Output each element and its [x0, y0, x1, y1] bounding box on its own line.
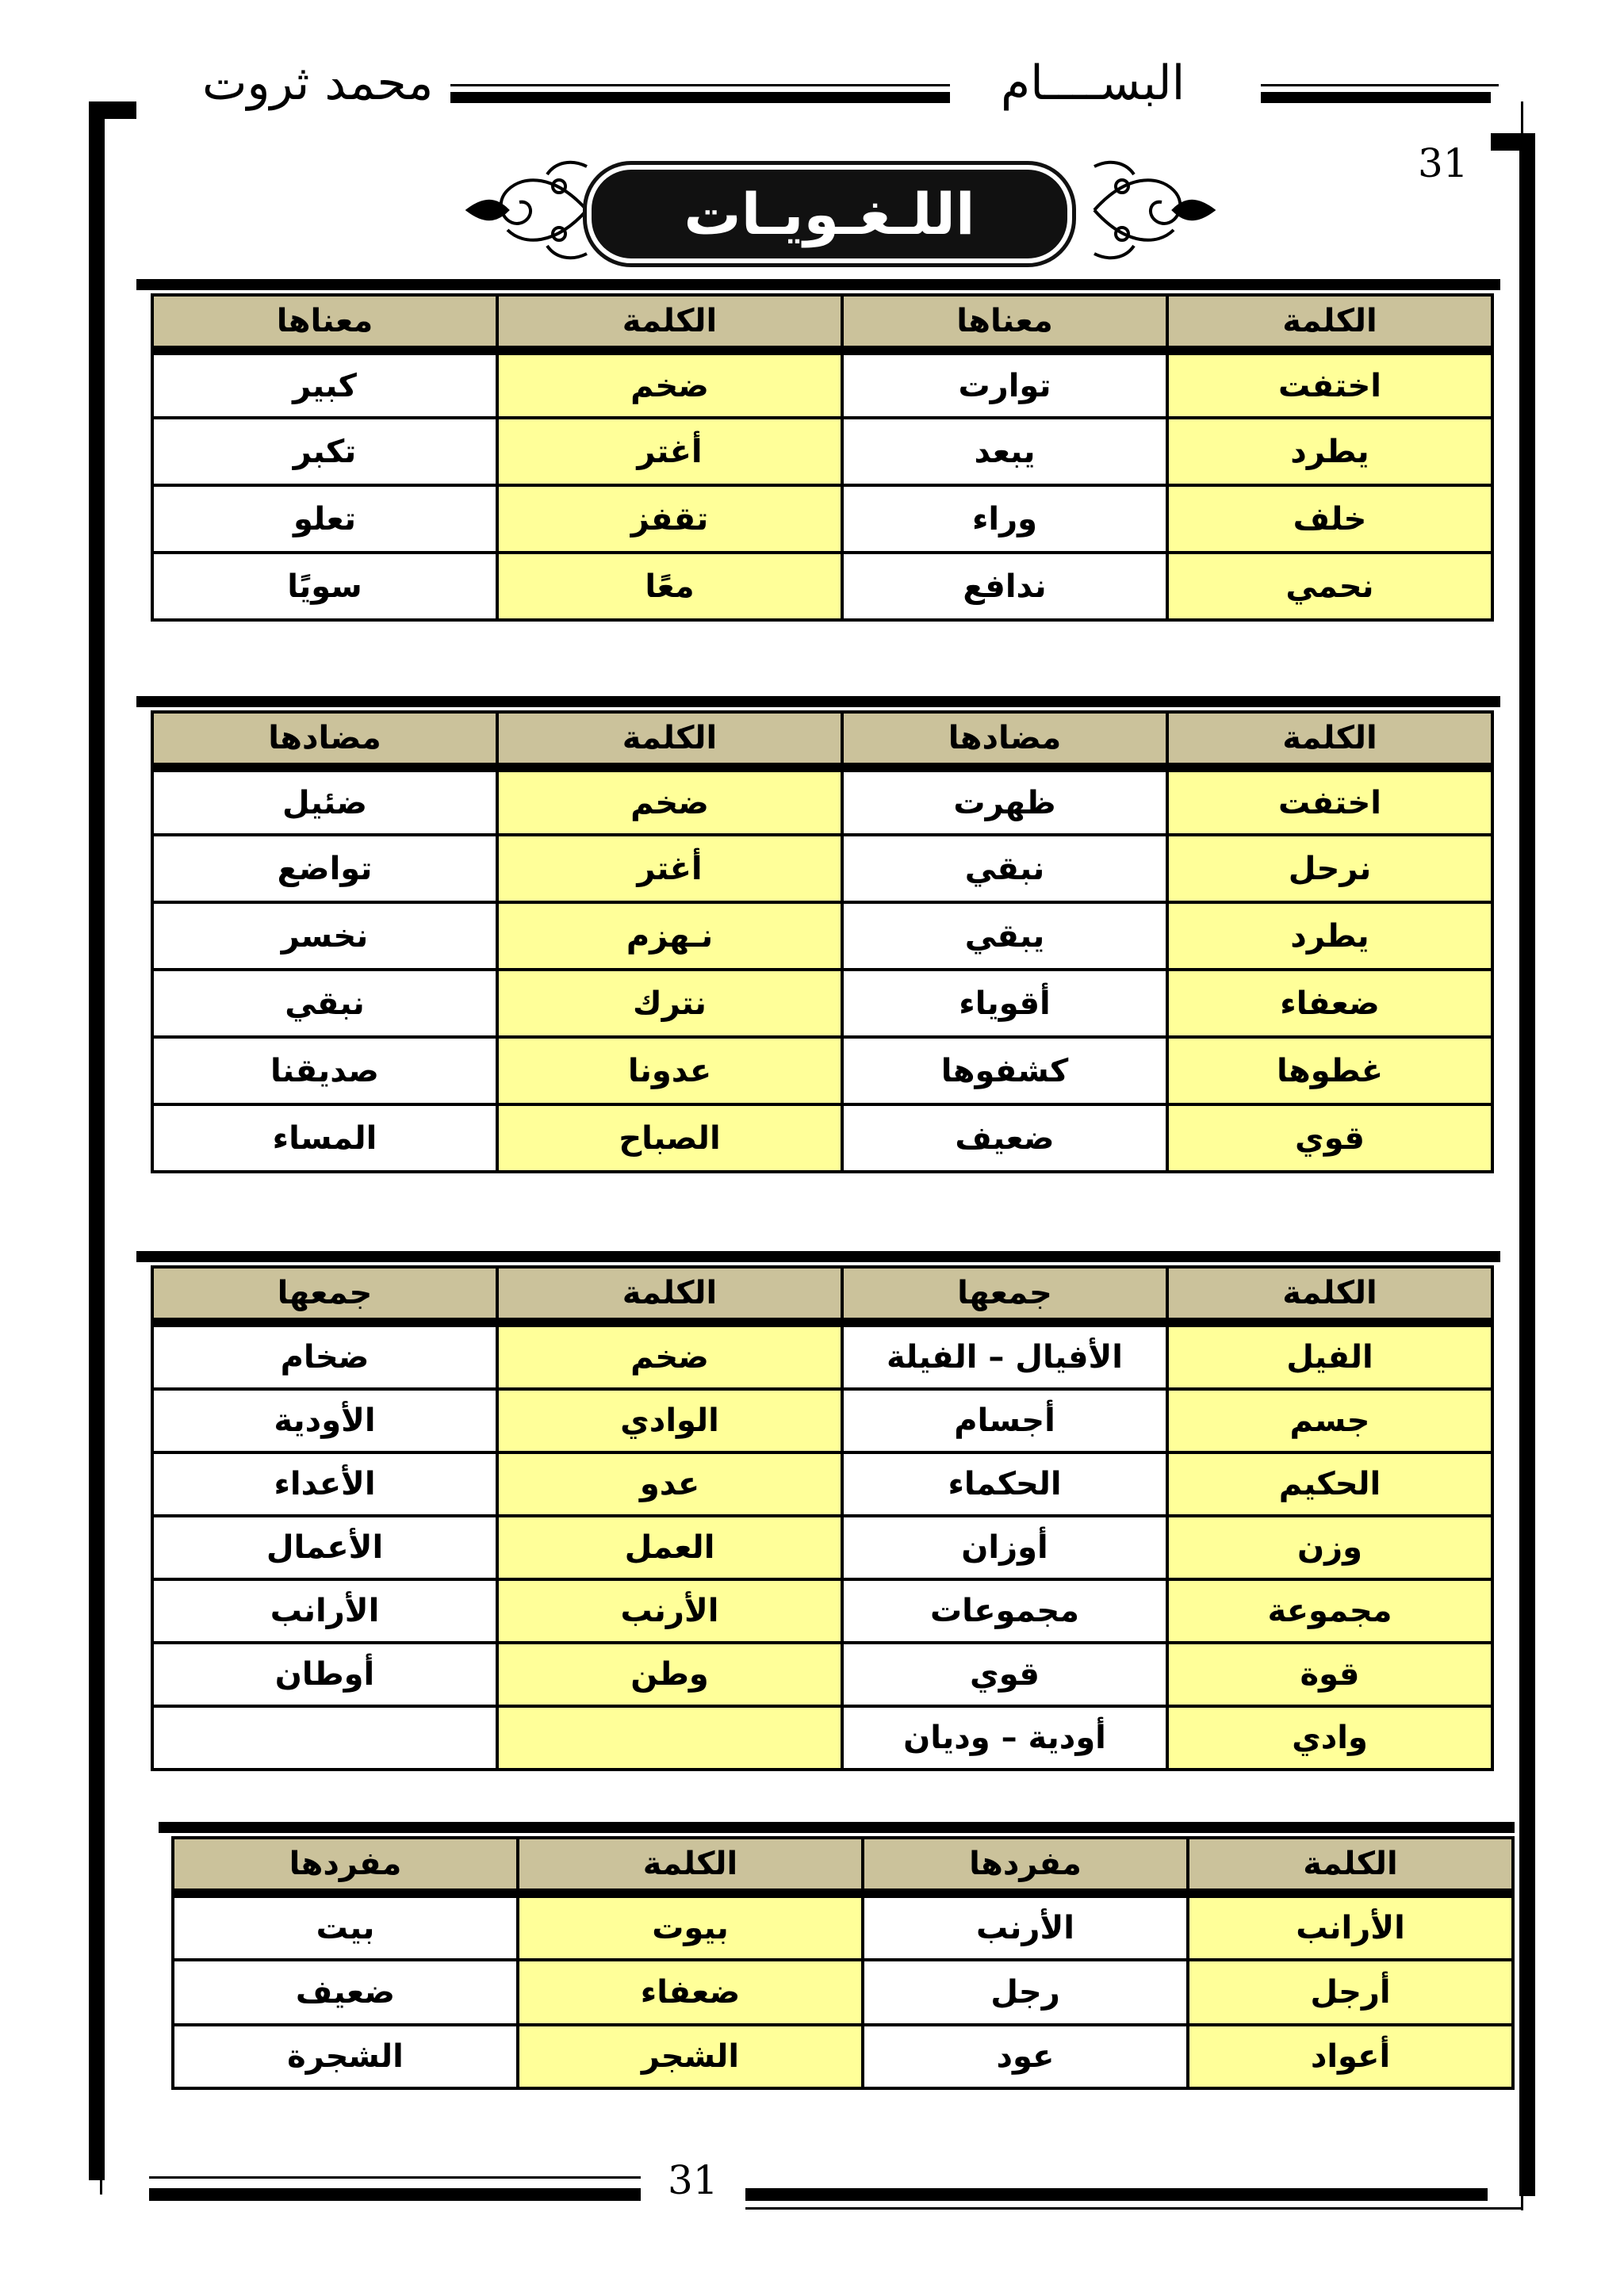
plural-cell: الأفيال – الفيلة — [842, 1322, 1167, 1389]
word-cell: قوي — [1167, 1104, 1492, 1172]
word-cell: الأرانب — [1188, 1893, 1513, 1960]
word-cell: يطرد — [1167, 418, 1492, 485]
col-header-plural: جمعها — [152, 1267, 497, 1322]
frame-bottom-left-thin — [149, 2176, 641, 2179]
frame-left-top-cap — [89, 101, 136, 119]
word-cell: اختفت — [1167, 350, 1492, 418]
plural-cell: أودية – وديان — [842, 1706, 1167, 1770]
col-header-word: الكلمة — [1167, 295, 1492, 350]
col-header-word: الكلمة — [1167, 1267, 1492, 1322]
word-cell: نترك — [497, 970, 842, 1037]
plural-cell: قوي — [842, 1643, 1167, 1706]
page-number-top: 31 — [1418, 140, 1469, 186]
opposite-cell: صديقنا — [152, 1037, 497, 1104]
frame-left-thin — [100, 101, 102, 2195]
word-cell: الفيل — [1167, 1322, 1492, 1389]
col-header-plural: جمعها — [842, 1267, 1167, 1322]
word-cell — [497, 1706, 842, 1770]
opposite-cell: كشفوها — [842, 1037, 1167, 1104]
page-number-bottom: 31 — [668, 2157, 718, 2203]
singular-cell: ضعيف — [173, 1960, 518, 2025]
singular-cell: الأرنب — [863, 1893, 1188, 1960]
plural-cell: الأعمال — [152, 1516, 497, 1579]
col-header-meaning: معناها — [152, 295, 497, 350]
word-cell: خلف — [1167, 485, 1492, 553]
word-cell: الوادي — [497, 1389, 842, 1452]
meaning-cell: تعلو — [152, 485, 497, 553]
opposite-cell: أقوياء — [842, 970, 1167, 1037]
meaning-cell: سويًا — [152, 553, 497, 620]
word-cell: أرجل — [1188, 1960, 1513, 2025]
word-cell: عدو — [497, 1452, 842, 1516]
header-rule-middle — [450, 92, 950, 103]
plural-cell: ضخام — [152, 1322, 497, 1389]
col-header-word: الكلمة — [1167, 712, 1492, 767]
word-cell: أغتر — [497, 835, 842, 902]
plural-cell: الأرانب — [152, 1579, 497, 1643]
word-cell: معًا — [497, 553, 842, 620]
meaning-cell: يبعد — [842, 418, 1167, 485]
opposite-cell: ضعيف — [842, 1104, 1167, 1172]
author-name: محمد ثروت — [202, 55, 434, 111]
meaning-cell: كبير — [152, 350, 497, 418]
section-title: اللـغـويـات — [684, 181, 975, 247]
word-cell: تقفز — [497, 485, 842, 553]
plural-cell: الأودية — [152, 1389, 497, 1452]
meanings-table — [151, 293, 1494, 622]
header-rule-right — [1261, 92, 1491, 103]
plurals-table — [151, 1265, 1494, 1771]
word-cell: بيوت — [518, 1893, 863, 1960]
plural-cell — [152, 1706, 497, 1770]
plural-cell: أوزان — [842, 1516, 1167, 1579]
col-header-word: الكلمة — [497, 1267, 842, 1322]
singulars-table — [171, 1836, 1515, 2090]
header-rule-right-thin — [1261, 84, 1499, 86]
word-cell: ضخم — [497, 767, 842, 835]
word-cell: أعواد — [1188, 2025, 1513, 2088]
book-title: البســــام — [1001, 55, 1185, 111]
table4-top-rule — [159, 1822, 1515, 1833]
word-cell: العمل — [497, 1516, 842, 1579]
col-header-singular: مفردها — [173, 1838, 518, 1893]
opposites-table — [151, 710, 1494, 1173]
word-cell: نحمي — [1167, 553, 1492, 620]
plural-cell: مجموعات — [842, 1579, 1167, 1643]
word-cell: قوة — [1167, 1643, 1492, 1706]
col-header-word: الكلمة — [518, 1838, 863, 1893]
word-cell: جسم — [1167, 1389, 1492, 1452]
frame-right-top-cap — [1491, 133, 1535, 151]
singular-cell: عود — [863, 2025, 1188, 2088]
col-header-singular: مفردها — [863, 1838, 1188, 1893]
word-cell: وادي — [1167, 1706, 1492, 1770]
word-cell: ضعفاء — [518, 1960, 863, 2025]
meaning-cell: تكبر — [152, 418, 497, 485]
col-header-meaning: معناها — [842, 295, 1167, 350]
word-cell: يطرد — [1167, 902, 1492, 970]
word-cell: وطن — [497, 1643, 842, 1706]
col-header-opposite: مضادها — [842, 712, 1167, 767]
opposite-cell: ضئيل — [152, 767, 497, 835]
table3-top-rule — [136, 1251, 1500, 1262]
word-cell: وزن — [1167, 1516, 1492, 1579]
frame-bottom-right — [745, 2188, 1488, 2201]
table1-top-rule — [136, 279, 1500, 290]
col-header-word: الكلمة — [497, 712, 842, 767]
plural-cell: الأعداء — [152, 1452, 497, 1516]
opposite-cell: نبقي — [152, 970, 497, 1037]
col-header-opposite: مضادها — [152, 712, 497, 767]
word-cell: الصباح — [497, 1104, 842, 1172]
word-cell: أغتر — [497, 418, 842, 485]
word-cell: الأرنب — [497, 1579, 842, 1643]
plural-cell: الحكماء — [842, 1452, 1167, 1516]
plural-cell: أجسام — [842, 1389, 1167, 1452]
opposite-cell: تواضع — [152, 835, 497, 902]
meaning-cell: ندافع — [842, 553, 1167, 620]
word-cell: الشجر — [518, 2025, 863, 2088]
table2-top-rule — [136, 696, 1500, 707]
opposite-cell: نخسر — [152, 902, 497, 970]
frame-bottom-left — [149, 2188, 641, 2201]
word-cell: ضعفاء — [1167, 970, 1492, 1037]
singular-cell: بيت — [173, 1893, 518, 1960]
frame-left — [89, 119, 105, 2180]
singular-cell: الشجرة — [173, 2025, 518, 2088]
col-header-word: الكلمة — [1188, 1838, 1513, 1893]
opposite-cell: يبقي — [842, 902, 1167, 970]
opposite-cell: المساء — [152, 1104, 497, 1172]
word-cell: نرحل — [1167, 835, 1492, 902]
opposite-cell: نبقي — [842, 835, 1167, 902]
word-cell: مجموعة — [1167, 1579, 1492, 1643]
frame-bottom-right-thin — [745, 2207, 1522, 2210]
col-header-word: الكلمة — [497, 295, 842, 350]
header-rule-middle-thin — [450, 84, 950, 86]
word-cell: ضخم — [497, 350, 842, 418]
meaning-cell: وراء — [842, 485, 1167, 553]
word-cell: اختفت — [1167, 767, 1492, 835]
meaning-cell: توارت — [842, 350, 1167, 418]
word-cell: غطوها — [1167, 1037, 1492, 1104]
word-cell: ضخم — [497, 1322, 842, 1389]
word-cell: الحكيم — [1167, 1452, 1492, 1516]
word-cell: نـهزم — [497, 902, 842, 970]
frame-right-thin — [1521, 101, 1523, 2210]
plural-cell: أوطان — [152, 1643, 497, 1706]
singular-cell: رجل — [863, 1960, 1188, 2025]
word-cell: عدونا — [497, 1037, 842, 1104]
opposite-cell: ظهرت — [842, 767, 1167, 835]
